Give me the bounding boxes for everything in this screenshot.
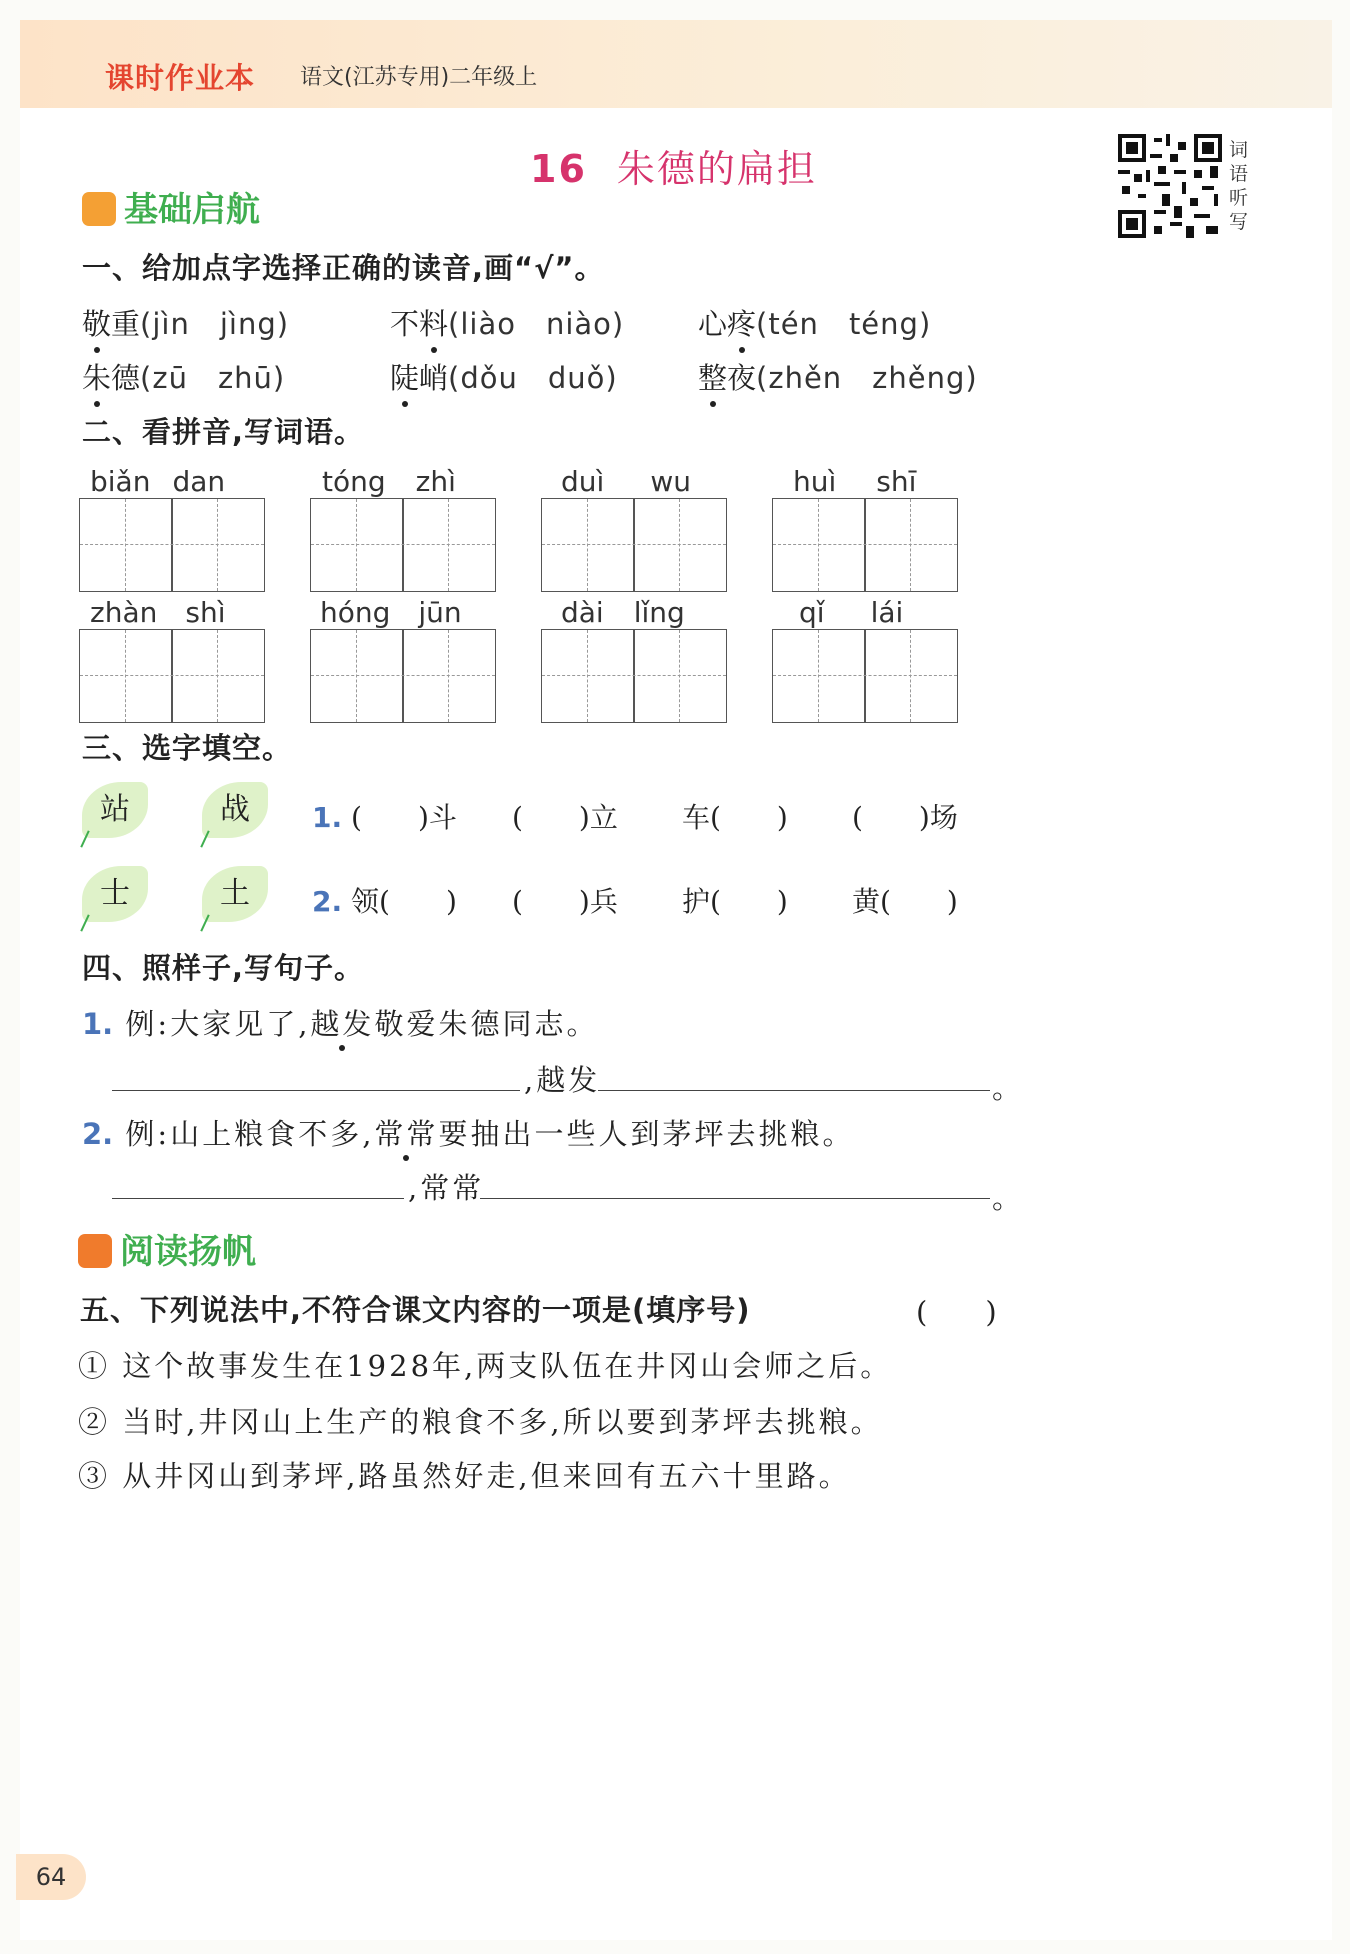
writing-grid[interactable] — [541, 629, 727, 723]
pinyin-label: hóng jūn — [320, 596, 462, 629]
example-1: 1. 例:大家见了,越发敬爱朱德同志。 — [82, 1002, 598, 1043]
question-4-prompt: 四、照样子,写句子。 — [82, 951, 365, 985]
q1-item: 整夜(zhěn zhěng) — [698, 356, 978, 397]
q1-item: 不料(liào niào) — [390, 302, 624, 343]
pinyin-label: qǐ lái — [799, 596, 904, 629]
pinyin-label: zhàn shì — [90, 596, 226, 629]
char-choice-leaf: 土 — [202, 866, 268, 922]
lesson-number: 16 — [530, 147, 587, 191]
q1-item: 朱德(zū zhū) — [82, 356, 285, 397]
writing-grid[interactable] — [79, 629, 265, 723]
fill-blank[interactable]: ( )立 — [512, 801, 618, 834]
section-basic-title: 基础启航 — [82, 182, 260, 231]
q1-item: 心疼(tén téng) — [698, 302, 931, 343]
answer-line[interactable] — [598, 1090, 990, 1091]
char-choice-leaf: 站 — [82, 782, 148, 838]
pinyin-label: dài lǐng — [561, 596, 685, 629]
pinyin-label: huì shī — [793, 465, 917, 498]
writing-grid[interactable] — [79, 498, 265, 592]
lesson-title — [530, 138, 817, 193]
fill-blank[interactable]: 黄( ) — [852, 885, 958, 918]
answer-line[interactable] — [480, 1198, 990, 1199]
q1-item: 敬重(jìn jìng) — [82, 302, 289, 343]
sailboat-icon — [78, 1234, 112, 1268]
char-choice-leaf: 战 — [202, 782, 268, 838]
char-choice-leaf: 士 — [82, 866, 148, 922]
pinyin-label: duì wu — [561, 465, 691, 498]
answer-line[interactable] — [112, 1198, 404, 1199]
writing-grid[interactable] — [310, 629, 496, 723]
fill-blank[interactable]: ( )场 — [852, 801, 958, 834]
fill-blank[interactable]: ( )兵 — [512, 885, 618, 918]
page-number: 64 — [16, 1854, 86, 1900]
section-reading-title: 阅读扬帆 — [78, 1224, 256, 1273]
qr-label: 词 语 听 写 — [1229, 139, 1249, 233]
connector-word: ,越发 — [524, 1063, 601, 1097]
answer-blank[interactable]: ( ) — [916, 1295, 997, 1329]
book-subtitle: 语文(江苏专用)二年级上 — [300, 65, 538, 90]
fill-row-2: 2. 领( ) — [312, 885, 457, 918]
writing-grid[interactable] — [310, 498, 496, 592]
fill-row-1: 1. ( )斗 — [312, 801, 457, 834]
question-3-prompt: 三、选字填空。 — [82, 731, 293, 765]
fill-blank[interactable]: 车( ) — [682, 801, 788, 834]
end-mark: 。 — [992, 1071, 1025, 1105]
pinyin-label: tóng zhì — [322, 465, 456, 498]
pinyin-label: biǎn dan — [90, 465, 226, 498]
writing-grid[interactable] — [772, 498, 958, 592]
writing-grid[interactable] — [772, 629, 958, 723]
question-5-prompt: 五、下列说法中,不符合课文内容的一项是(填序号) — [80, 1293, 751, 1327]
brand-title: 课时作业本 — [105, 61, 256, 95]
connector-word: ,常常 — [408, 1171, 485, 1205]
lesson-name: 朱德的扁担 — [616, 147, 817, 191]
anchor-icon — [82, 192, 116, 226]
qr-code-icon[interactable] — [1118, 134, 1222, 238]
option-item: ③ 从井冈山到茅坪,路虽然好走,但来回有五六十里路。 — [78, 1459, 851, 1493]
answer-line[interactable] — [112, 1090, 520, 1091]
workbook-page — [20, 20, 1332, 1940]
example-2: 2. 例:山上粮食不多,常常要抽出一些人到茅坪去挑粮。 — [82, 1112, 854, 1153]
q1-item: 陡峭(dǒu duǒ) — [390, 356, 618, 397]
option-item: ① 这个故事发生在1928年,两支队伍在井冈山会师之后。 — [78, 1349, 893, 1383]
fill-blank[interactable]: 护( ) — [682, 885, 788, 918]
question-1-prompt: 一、给加点字选择正确的读音,画“√”。 — [82, 251, 605, 285]
writing-grid[interactable] — [541, 498, 727, 592]
question-2-prompt: 二、看拼音,写词语。 — [82, 415, 365, 449]
end-mark: 。 — [992, 1181, 1025, 1215]
option-item: ② 当时,井冈山上生产的粮食不多,所以要到茅坪去挑粮。 — [78, 1405, 883, 1439]
